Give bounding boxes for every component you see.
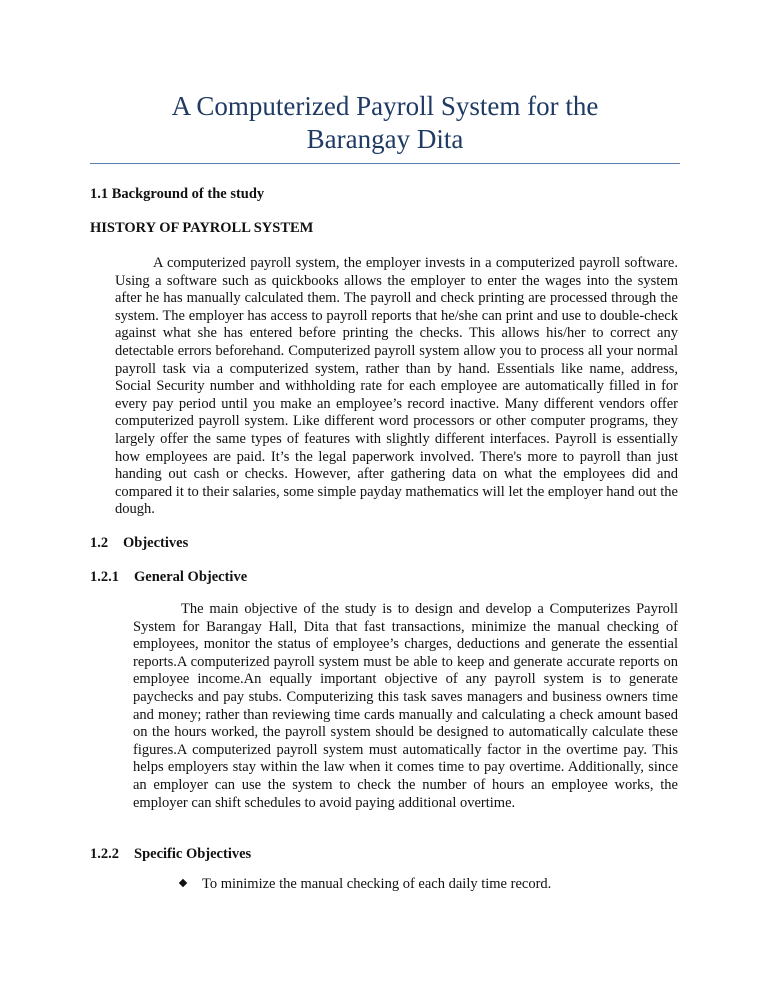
diamond-bullet-icon: [179, 879, 187, 887]
list-item: [180, 876, 551, 893]
title-divider: [90, 163, 680, 164]
specific-objectives-label: Specific Objectives: [134, 846, 252, 862]
title-line-2: Barangay Dita: [306, 124, 464, 154]
objectives-heading: [90, 535, 188, 552]
history-paragraph: A computerized payroll system, the employer invests in a computerized payroll software. Using a software such as quickbooks allows the employer to enter the wages into the system after he has manually calculated them. The payroll and check printing are processed through the system. The employer has access to payroll reports that he/she can print and use to double-check against what she has entered before printing the checks. This allows his/her to correct any detectable errors beforehand. Computerized payroll system allow you to process all your normal payroll task via a computerized system, rather than by hand. Essentials like name, address, Social Security number and withholding rate for each employee are automatically filled in for every pay period until you make an employee’s record inactive. Many different vendors offer computerized payroll system. Like different word processors or other computer programs, they largely offer the same types of features with slightly different interfaces. Payroll is essentially how employees are paid. It’s the legal paperwork involved. There's more to payroll than just handing out cash or checks. However, after gathering data on what the employees did and compared it to their salaries, some simple payday mathematics will let the employer hand out the dough.: [115, 255, 678, 518]
background-heading: 1.1 Background of the study: [90, 186, 265, 202]
specific-objective-text: To minimize the manual checking of each daily time record.: [202, 876, 552, 892]
general-objective-paragraph: The main objective of the study is to design and develop a Computerizes Payroll System for Barangay Hall, Dita that fast transactions, minimize the manual checking of employees, monitor the status of employee’s charges, deductions and generate the essential reports.A computerized payroll system must be able to keep and generate accurate reports on employee income.An equally important objective of any payroll system is to generate paychecks and pay stubs. Computerizing this task saves managers and business owners time and money; rather than reviewing time cards manually and calculating a check amount based on the hours worked, the payroll system should be designed to automatically calculate these figures.A computerized payroll system must automatically factor in the overtime pay. This helps employers stay within the law when it comes time to pay overtime. Additionally, since an employer can use the system to check the number of hours an employee works, the employer can shift schedules to avoid paying additional overtime.: [133, 601, 678, 811]
general-objective-number: 1.2.1: [90, 569, 119, 585]
general-objective-label: General Objective: [134, 569, 248, 585]
objectives-label: Objectives: [123, 535, 189, 551]
general-objective-heading: [90, 569, 247, 586]
objectives-number: 1.2: [90, 535, 109, 551]
specific-objectives-number: 1.2.2: [90, 846, 119, 862]
title-line-1: A Computerized Payroll System for the: [171, 91, 599, 121]
specific-objectives-heading: [90, 846, 251, 863]
history-heading: HISTORY OF PAYROLL SYSTEM: [90, 220, 314, 236]
document-title: [90, 90, 680, 156]
